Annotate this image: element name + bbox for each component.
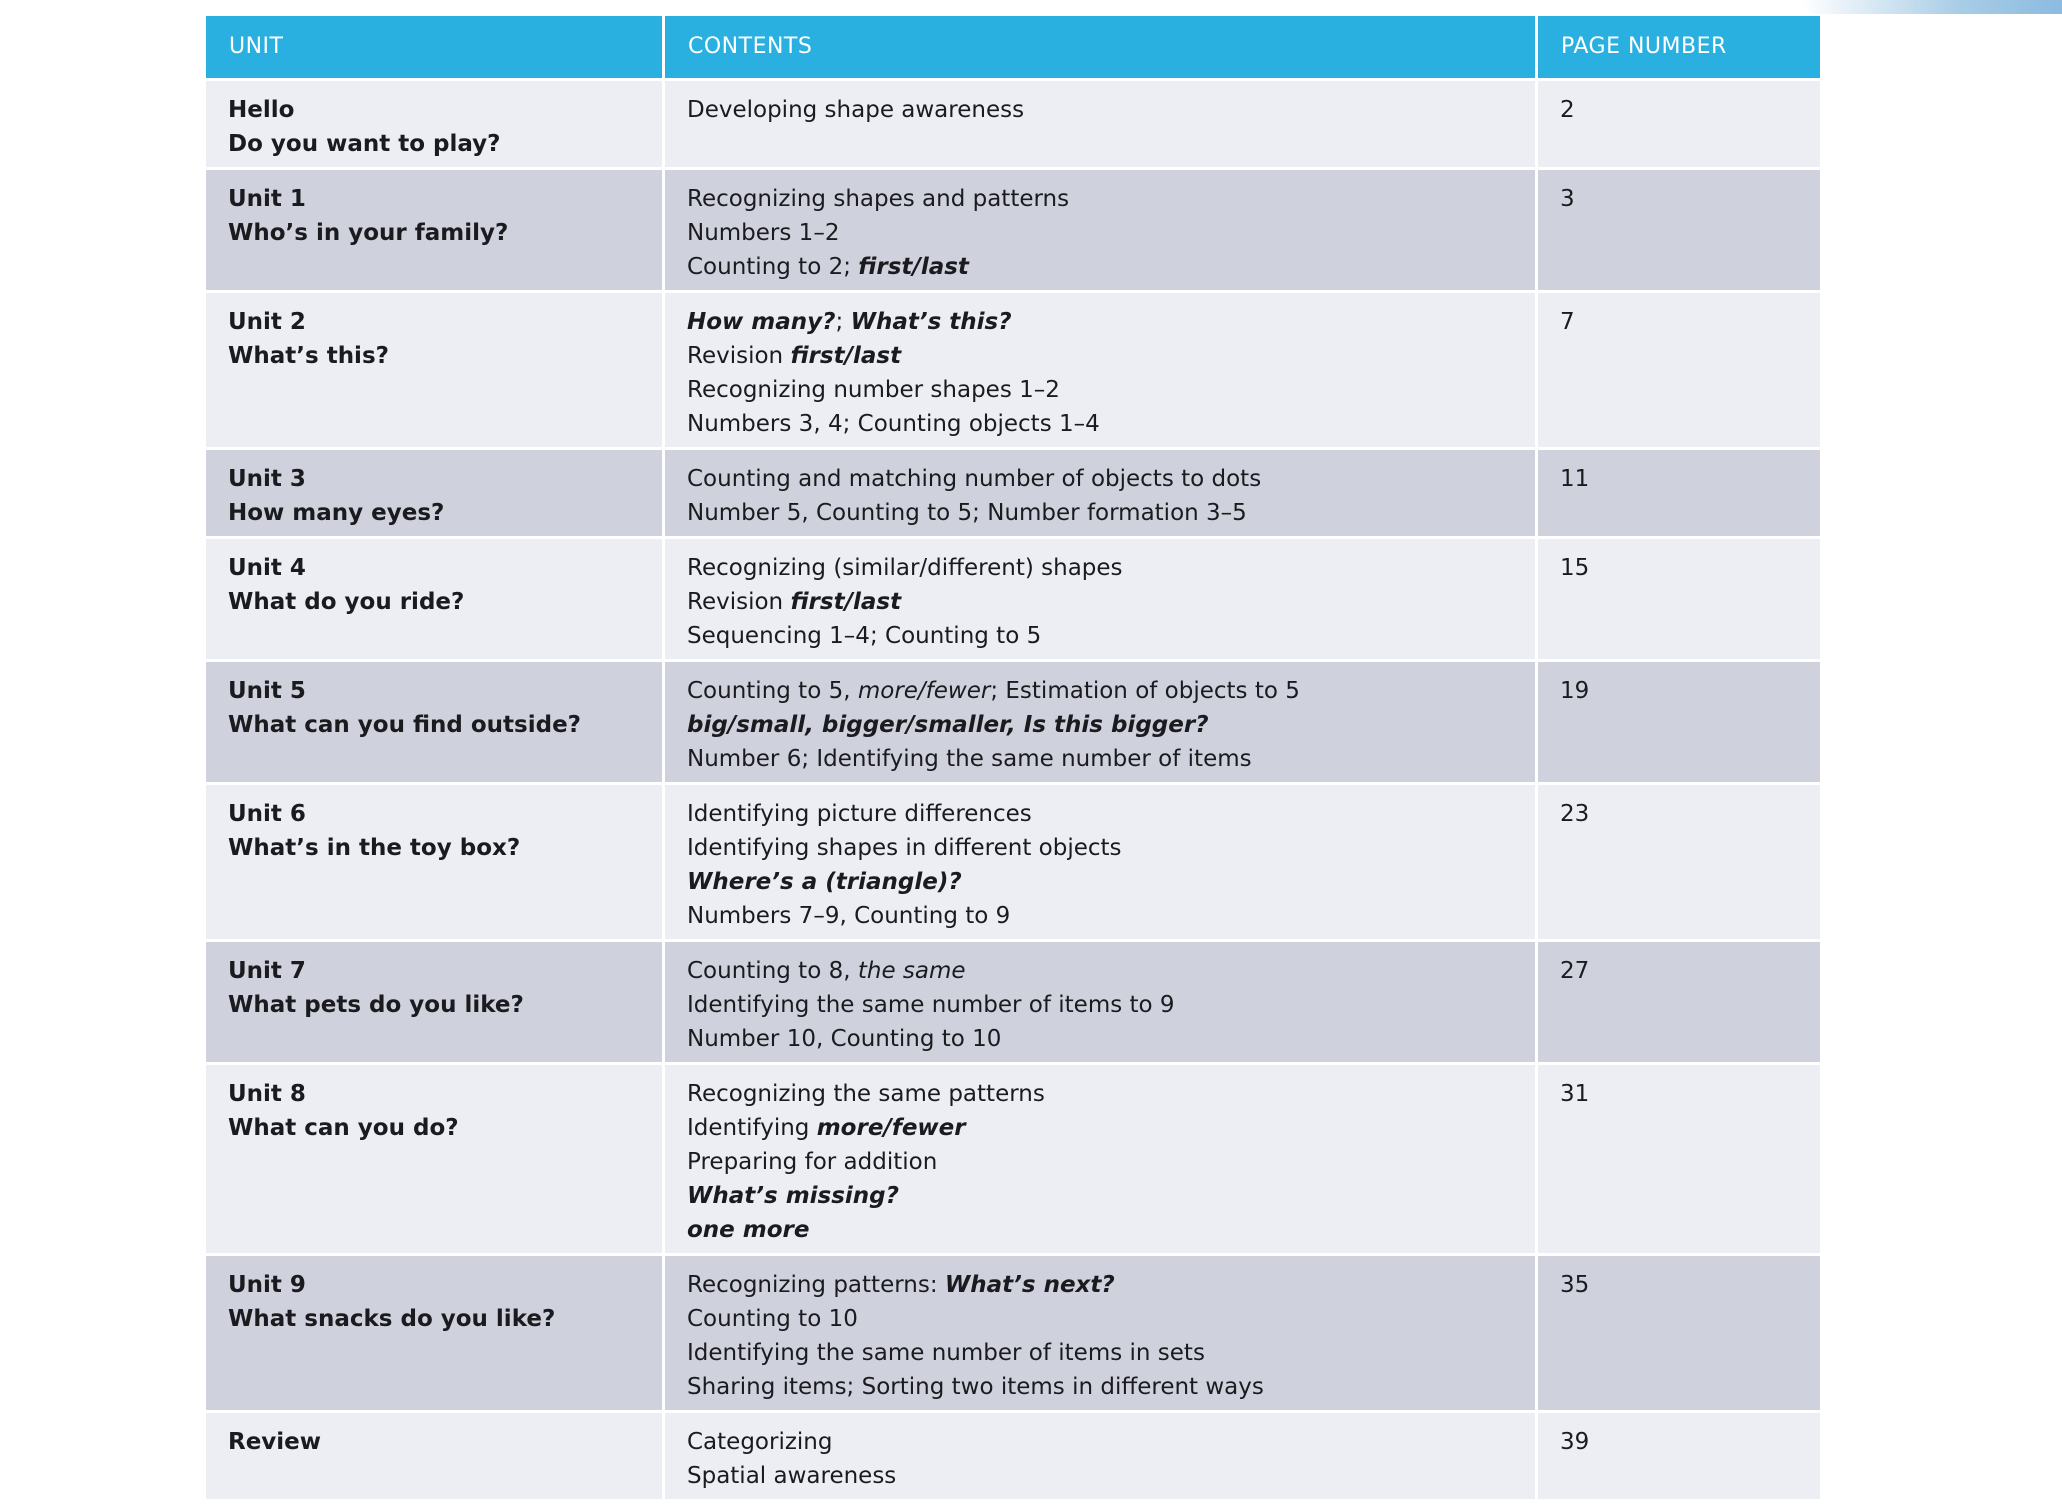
unit-cell <box>206 782 665 939</box>
contents-text: first/last <box>858 254 969 280</box>
contents-text: Numbers 7–9, Counting to 9 <box>687 903 1011 929</box>
contents-text: more/fewer <box>816 1115 966 1141</box>
contents-text: Recognizing the same patterns <box>687 1081 1045 1107</box>
unit-number: Unit 3 <box>228 466 306 492</box>
unit-title: Do you want to play? <box>228 131 501 157</box>
contents-text: Spatial awareness <box>687 1463 897 1489</box>
page-number-cell <box>1538 659 1820 782</box>
page-number: 31 <box>1560 1081 1590 1107</box>
page-number: 7 <box>1560 309 1575 335</box>
unit-cell <box>206 78 665 167</box>
contents-line <box>687 407 1513 441</box>
contents-text: more/fewer <box>857 678 991 704</box>
page-number-cell <box>1538 782 1820 939</box>
contents-line <box>687 708 1513 742</box>
contents-text: What’s missing? <box>687 1183 899 1209</box>
contents-line <box>687 742 1513 776</box>
page-number: 3 <box>1560 186 1575 212</box>
contents-text: Numbers 1–2 <box>687 220 840 246</box>
contents-line <box>687 462 1513 496</box>
unit-title: What snacks do you like? <box>228 1306 556 1332</box>
table-row <box>206 1253 1820 1410</box>
contents-cell <box>665 536 1538 659</box>
contents-line <box>687 1459 1513 1493</box>
contents-line <box>687 674 1513 708</box>
contents-line <box>687 216 1513 250</box>
contents-line <box>687 339 1513 373</box>
contents-text: Numbers 3, 4; Counting objects 1–4 <box>687 411 1100 437</box>
contents-text: Counting to 2; <box>687 254 859 280</box>
unit-cell <box>206 447 665 536</box>
contents-cell <box>665 1062 1538 1253</box>
contents-text: What’s next? <box>944 1272 1115 1298</box>
contents-cell <box>665 167 1538 290</box>
page-number-cell <box>1538 447 1820 536</box>
contents-text: Identifying shapes in different objects <box>687 835 1122 861</box>
contents-cell <box>665 659 1538 782</box>
contents-text: Developing shape awareness <box>687 97 1025 123</box>
contents-text: the same <box>857 958 966 984</box>
contents-line <box>687 1111 1513 1145</box>
unit-title: What can you find outside? <box>228 712 582 738</box>
contents-text: Number 6; Identifying the same number of items <box>687 746 1252 772</box>
contents-line <box>687 831 1513 865</box>
table-row <box>206 782 1820 939</box>
contents-text: Preparing for addition <box>687 1149 938 1175</box>
unit-title: What can you do? <box>228 1115 459 1141</box>
unit-cell <box>206 1062 665 1253</box>
contents-text: first/last <box>790 589 902 615</box>
table-row <box>206 290 1820 447</box>
contents-line <box>687 1145 1513 1179</box>
contents-line <box>687 797 1513 831</box>
contents-line <box>687 865 1513 899</box>
table-row <box>206 939 1820 1062</box>
contents-cell <box>665 78 1538 167</box>
header-row <box>206 16 1820 78</box>
unit-number: Hello <box>228 97 295 123</box>
unit-cell <box>206 290 665 447</box>
unit-cell <box>206 1253 665 1410</box>
unit-number: Unit 1 <box>228 186 306 212</box>
contents-line <box>687 182 1513 216</box>
contents-table <box>206 16 1820 1499</box>
contents-text: Where’s a (triangle)? <box>687 869 962 895</box>
contents-cell <box>665 1253 1538 1410</box>
unit-number: Unit 2 <box>228 309 306 335</box>
unit-cell <box>206 659 665 782</box>
contents-line <box>687 250 1513 284</box>
contents-text: big/small, bigger/smaller, Is this bigger? <box>687 712 1209 738</box>
contents-text: Identifying the same number of items to 9 <box>687 992 1175 1018</box>
contents-text: Counting and matching number of objects to dots <box>687 466 1262 492</box>
unit-number: Unit 9 <box>228 1272 306 1298</box>
contents-line <box>687 1179 1513 1213</box>
page-number-cell <box>1538 1410 1820 1499</box>
table-row <box>206 1410 1820 1499</box>
page-number-cell <box>1538 290 1820 447</box>
contents-text: Categorizing <box>687 1429 833 1455</box>
contents-cell <box>665 782 1538 939</box>
page-number: 2 <box>1560 97 1575 123</box>
page-number: 35 <box>1560 1272 1590 1298</box>
contents-text: Recognizing shapes and patterns <box>687 186 1070 212</box>
contents-line <box>687 954 1513 988</box>
contents-text: How many? <box>687 309 836 335</box>
unit-number: Unit 8 <box>228 1081 306 1107</box>
unit-number: Unit 7 <box>228 958 306 984</box>
contents-line <box>687 988 1513 1022</box>
contents-line <box>687 1302 1513 1336</box>
contents-line <box>687 619 1513 653</box>
table-row <box>206 447 1820 536</box>
table-row <box>206 536 1820 659</box>
contents-text: Identifying picture differences <box>687 801 1032 827</box>
contents-text: Sharing items; Sorting two items in different ways <box>687 1374 1264 1400</box>
contents-text: Number 10, Counting to 10 <box>687 1026 1002 1052</box>
contents-line <box>687 1022 1513 1056</box>
contents-cell <box>665 290 1538 447</box>
contents-text: Revision <box>687 589 791 615</box>
unit-title: How many eyes? <box>228 500 445 526</box>
unit-cell <box>206 167 665 290</box>
page-number: 11 <box>1560 466 1590 492</box>
contents-text: one more <box>687 1217 810 1243</box>
contents-cell <box>665 1410 1538 1499</box>
page-number-cell <box>1538 167 1820 290</box>
header-page-number: PAGE NUMBER <box>1538 16 1820 78</box>
page-number: 39 <box>1560 1429 1590 1455</box>
unit-number: Unit 6 <box>228 801 306 827</box>
table-row <box>206 78 1820 167</box>
contents-line <box>687 93 1513 127</box>
contents-text: Number 5, Counting to 5; Number formation 3–5 <box>687 500 1247 526</box>
page-number: 27 <box>1560 958 1590 984</box>
unit-title: What do you ride? <box>228 589 465 615</box>
unit-number: Unit 4 <box>228 555 306 581</box>
contents-cell <box>665 939 1538 1062</box>
page-number-cell <box>1538 1253 1820 1410</box>
contents-text: Revision <box>687 343 791 369</box>
contents-line <box>687 1213 1513 1247</box>
unit-title: What’s in the toy box? <box>228 835 521 861</box>
contents-text: Counting to 10 <box>687 1306 858 1332</box>
contents-text: first/last <box>790 343 902 369</box>
contents-text: What’s this? <box>850 309 1012 335</box>
contents-text: Counting to 5, <box>687 678 858 704</box>
page-number-cell <box>1538 536 1820 659</box>
contents-line <box>687 1370 1513 1404</box>
header-unit: UNIT <box>206 16 665 78</box>
contents-line <box>687 1336 1513 1370</box>
corner-decoration <box>1802 0 2062 14</box>
contents-text: Identifying the same number of items in sets <box>687 1340 1205 1366</box>
unit-number: Unit 5 <box>228 678 306 704</box>
contents-line <box>687 496 1513 530</box>
contents-line <box>687 1268 1513 1302</box>
table-body <box>206 78 1820 1499</box>
table-row <box>206 659 1820 782</box>
contents-text: Recognizing (similar/different) shapes <box>687 555 1123 581</box>
contents-text: ; <box>835 309 851 335</box>
contents-cell <box>665 447 1538 536</box>
page-number: 15 <box>1560 555 1590 581</box>
contents-line <box>687 305 1513 339</box>
page-number: 19 <box>1560 678 1590 704</box>
contents-line <box>687 551 1513 585</box>
page-number-cell <box>1538 78 1820 167</box>
page-number-cell <box>1538 939 1820 1062</box>
contents-text: Recognizing patterns: <box>687 1272 945 1298</box>
contents-text: Identifying <box>687 1115 817 1141</box>
contents-line <box>687 1425 1513 1459</box>
unit-title: What’s this? <box>228 343 389 369</box>
contents-line <box>687 899 1513 933</box>
contents-line <box>687 373 1513 407</box>
unit-cell <box>206 536 665 659</box>
unit-cell <box>206 939 665 1062</box>
unit-cell <box>206 1410 665 1499</box>
unit-title: What pets do you like? <box>228 992 524 1018</box>
contents-text: ; Estimation of objects to 5 <box>990 678 1300 704</box>
contents-line <box>687 585 1513 619</box>
unit-number: Review <box>228 1429 322 1455</box>
page-number-cell <box>1538 1062 1820 1253</box>
table-row <box>206 1062 1820 1253</box>
contents-text: Sequencing 1–4; Counting to 5 <box>687 623 1042 649</box>
table-row <box>206 167 1820 290</box>
unit-title: Who’s in your family? <box>228 220 509 246</box>
contents-text: Recognizing number shapes 1–2 <box>687 377 1060 403</box>
contents-text: Counting to 8, <box>687 958 858 984</box>
contents-line <box>687 1077 1513 1111</box>
header-contents: CONTENTS <box>665 16 1538 78</box>
page-number: 23 <box>1560 801 1590 827</box>
